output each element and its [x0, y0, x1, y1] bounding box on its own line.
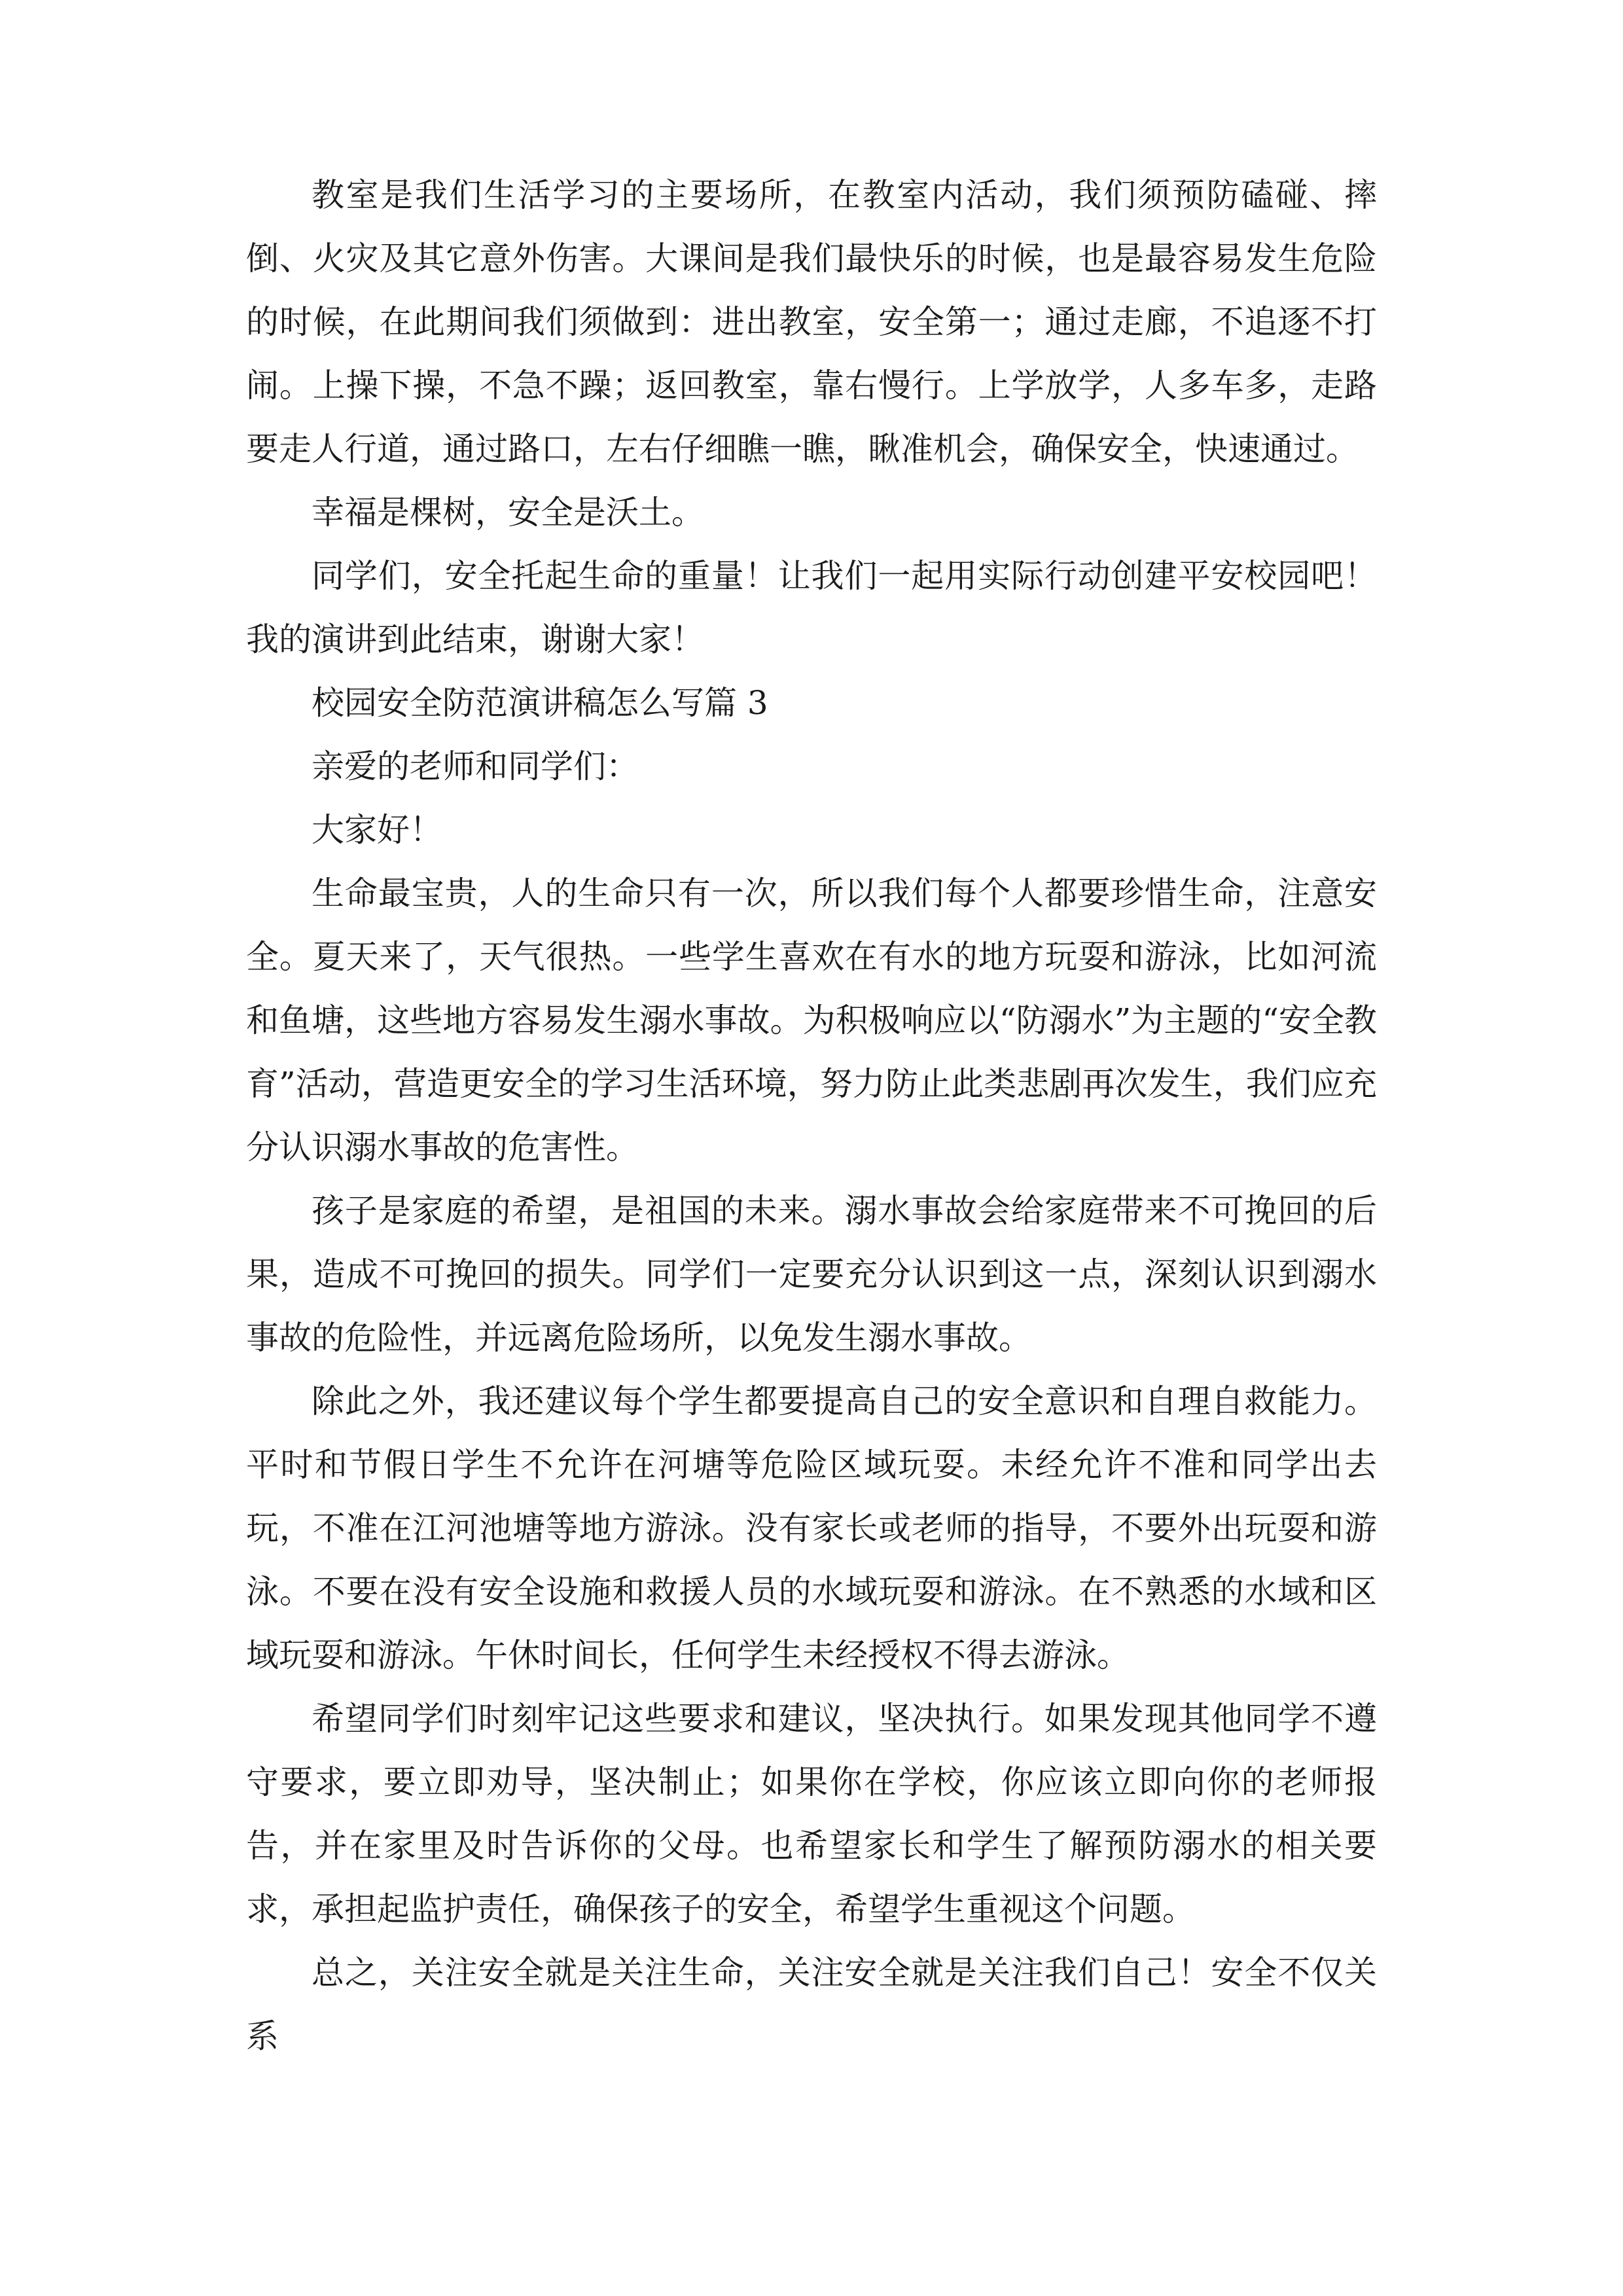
paragraph-closing-remarks: 同学们，安全托起生命的重量！让我们一起用实际行动创建平安校园吧！我的演讲到此结束，谢谢大家！: [246, 557, 1377, 658]
paragraph-happiness-tree: 幸福是棵树，安全是沃土。: [312, 493, 704, 531]
salutation: 亲爱的老师和同学们：: [312, 747, 639, 785]
section-heading: 校园安全防范演讲稿怎么写篇 3: [312, 684, 768, 722]
paragraph-life-precious: 生命最宝贵，人的生命只有一次，所以我们每个人都要珍惜生命，注意安全。夏天来了，天气很热。一些学生喜欢在有水的地方玩耍和游泳，比如河流和鱼塘，这些地方容易发生溺水事故。为积极响应以“防溺水”为主题的“安全教育”活动，营造更安全的学习生活环境，努力防止此类悲剧再次发生，我们应充分认识溺水事故的危害性。: [246, 874, 1377, 1166]
paragraph-conclusion: 总之，关注安全就是关注生命，关注安全就是关注我们自己！安全不仅关系: [246, 1954, 1377, 2055]
greeting: 大家好！: [312, 811, 442, 849]
paragraph-suggestions: 除此之外，我还建议每个学生都要提高自己的安全意识和自理自救能力。平时和节假日学生不允许在河塘等危险区域玩耍。未经允许不准和同学出去玩，不准在江河池塘等地方游泳。没有家长或老师的指导，不要外出玩耍和游泳。不要在没有安全设施和救援人员的水域玩耍和游泳。在不熟悉的水域和区域玩耍和游泳。午休时间长，任何学生未经授权不得去游泳。: [246, 1382, 1377, 1674]
paragraph-children-hope: 孩子是家庭的希望，是祖国的未来。溺水事故会给家庭带来不可挽回的后果，造成不可挽回的损失。同学们一定要充分认识到这一点，深刻认识到溺水事故的危险性，并远离危险场所，以免发生溺水事故。: [246, 1192, 1377, 1357]
paragraph-requirements: 希望同学们时刻牢记这些要求和建议，坚决执行。如果发现其他同学不遵守要求，要立即劝导，坚决制止；如果你在学校，你应该立即向你的老师报告，并在家里及时告诉你的父母。也希望家长和学生了解预防溺水的相关要求，承担起监护责任，确保孩子的安全，希望学生重视这个问题。: [246, 1700, 1377, 1928]
paragraph-classroom-safety: 教室是我们生活学习的主要场所，在教室内活动，我们须预防磕碰、摔倒、火灾及其它意外伤害。大课间是我们最快乐的时候，也是最容易发生危险的时候，在此期间我们须做到：进出教室，安全第一；通过走廊，不追逐不打闹。上操下操，不急不躁；返回教室，靠右慢行。上学放学，人多车多，走路要走人行道，通过路口，左右仔细瞧一瞧，瞅准机会，确保安全，快速通过。: [246, 176, 1377, 468]
document-page: [246, 164, 1377, 2068]
